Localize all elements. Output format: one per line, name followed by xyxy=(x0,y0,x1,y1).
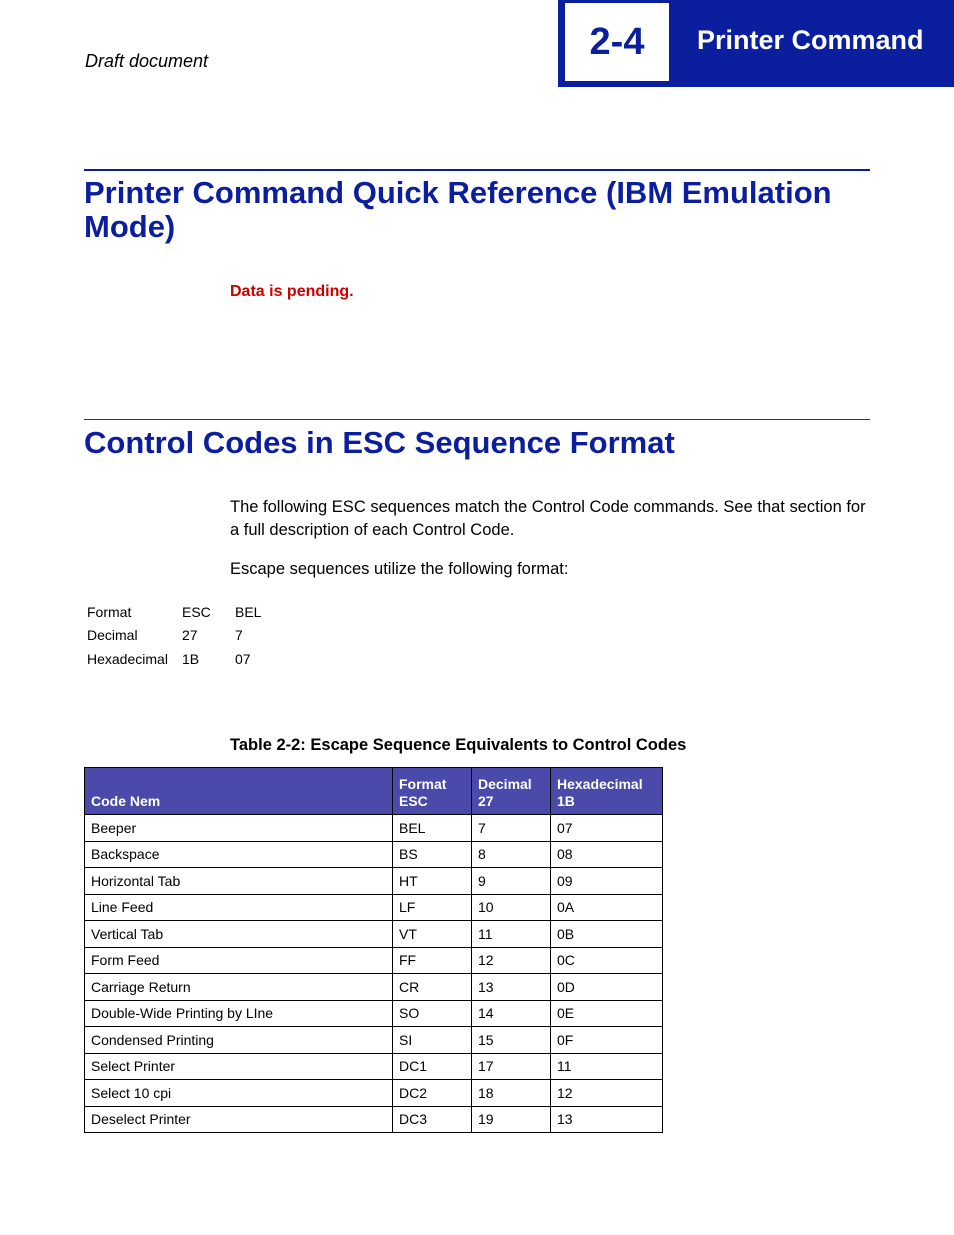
table-cell: VT xyxy=(393,921,472,948)
header-decimal: Decimal 27 xyxy=(472,768,551,815)
table-cell: Carriage Return xyxy=(85,974,393,1001)
format-cell: 1B xyxy=(182,650,200,667)
table-cell: 09 xyxy=(551,868,663,895)
table-cell: 17 xyxy=(472,1053,551,1080)
format-intro-paragraph: Escape sequences utilize the following format: xyxy=(230,560,569,578)
table-cell: 08 xyxy=(551,841,663,868)
table-cell: Horizontal Tab xyxy=(85,868,393,895)
table-cell: 0C xyxy=(551,947,663,974)
table-row xyxy=(85,1053,663,1080)
table-cell: 0E xyxy=(551,1000,663,1027)
table-cell: FF xyxy=(393,947,472,974)
chapter-number: 2-4 xyxy=(565,3,669,81)
table-cell: Form Feed xyxy=(85,947,393,974)
table-cell: Vertical Tab xyxy=(85,921,393,948)
table-cell: 0F xyxy=(551,1027,663,1054)
escape-sequence-table xyxy=(84,767,663,1133)
table-cell: SI xyxy=(393,1027,472,1054)
table-cell: 8 xyxy=(472,841,551,868)
table-cell: 18 xyxy=(472,1080,551,1107)
table-row xyxy=(85,841,663,868)
table-cell: BS xyxy=(393,841,472,868)
section-divider xyxy=(84,169,870,171)
table-row xyxy=(85,1080,663,1107)
table-cell: Line Feed xyxy=(85,894,393,921)
table-cell: DC3 xyxy=(393,1106,472,1133)
table-cell: 13 xyxy=(472,974,551,1001)
table-row xyxy=(85,868,663,895)
table-cell: 19 xyxy=(472,1106,551,1133)
header-hexadecimal: Hexadecimal 1B xyxy=(551,768,663,815)
intro-paragraph: The following ESC sequences match the Control Code commands. See that section for a full description of each Control Code. xyxy=(230,498,866,539)
table-row xyxy=(85,1027,663,1054)
table-cell: Backspace xyxy=(85,841,393,868)
table-cell: DC2 xyxy=(393,1080,472,1107)
table-cell: 11 xyxy=(551,1053,663,1080)
table-cell: 10 xyxy=(472,894,551,921)
table-cell: 9 xyxy=(472,868,551,895)
header-format-esc: Format ESC xyxy=(393,768,472,815)
table-cell: 07 xyxy=(551,815,663,842)
section-divider xyxy=(84,419,870,420)
format-cell: BEL xyxy=(235,603,262,620)
pending-note: Data is pending. xyxy=(230,283,354,300)
table-row xyxy=(85,1000,663,1027)
format-cell: ESC xyxy=(182,603,211,620)
table-cell: Deselect Printer xyxy=(85,1106,393,1133)
table-row xyxy=(85,815,663,842)
table-row xyxy=(85,1106,663,1133)
table-caption: Table 2-2: Escape Sequence Equivalents to Control Codes xyxy=(230,736,687,754)
table-cell: 15 xyxy=(472,1027,551,1054)
table-row xyxy=(85,947,663,974)
format-cell: 7 xyxy=(235,627,243,644)
table-cell: Select Printer xyxy=(85,1053,393,1080)
format-row xyxy=(87,624,261,648)
format-cell: 07 xyxy=(235,650,251,667)
table-cell: SO xyxy=(393,1000,472,1027)
table-row xyxy=(85,921,663,948)
format-cell: Decimal xyxy=(87,627,138,644)
table-row xyxy=(85,974,663,1001)
format-cell: 27 xyxy=(182,627,198,644)
table-row xyxy=(85,894,663,921)
table-cell: BEL xyxy=(393,815,472,842)
table-header-row xyxy=(85,768,663,815)
format-cell: Format xyxy=(87,603,132,620)
table-cell: CR xyxy=(393,974,472,1001)
draft-label: Draft document xyxy=(85,51,209,71)
section-title-control-codes: Control Codes in ESC Sequence Format xyxy=(84,425,675,460)
table-cell: 0A xyxy=(551,894,663,921)
table-cell: 11 xyxy=(472,921,551,948)
table-cell: 13 xyxy=(551,1106,663,1133)
format-cell: Hexadecimal xyxy=(87,650,168,667)
chapter-title: Printer Command xyxy=(697,25,924,55)
table-cell: 12 xyxy=(472,947,551,974)
table-cell: 0B xyxy=(551,921,663,948)
table-cell: 12 xyxy=(551,1080,663,1107)
format-row xyxy=(87,647,261,671)
table-cell: 0D xyxy=(551,974,663,1001)
section-title-quick-reference: Printer Command Quick Reference (IBM Emulation Mode) xyxy=(84,175,832,244)
header-code-name: Code Nem xyxy=(85,768,393,815)
table-cell: 7 xyxy=(472,815,551,842)
table-cell: 14 xyxy=(472,1000,551,1027)
format-row xyxy=(87,600,261,624)
table-body xyxy=(85,815,663,1133)
table-cell: HT xyxy=(393,868,472,895)
table-cell: Beeper xyxy=(85,815,393,842)
table-cell: Condensed Printing xyxy=(85,1027,393,1054)
table-cell: Double-Wide Printing by LIne xyxy=(85,1000,393,1027)
table-cell: LF xyxy=(393,894,472,921)
table-cell: Select 10 cpi xyxy=(85,1080,393,1107)
table-cell: DC1 xyxy=(393,1053,472,1080)
format-table xyxy=(87,600,261,671)
